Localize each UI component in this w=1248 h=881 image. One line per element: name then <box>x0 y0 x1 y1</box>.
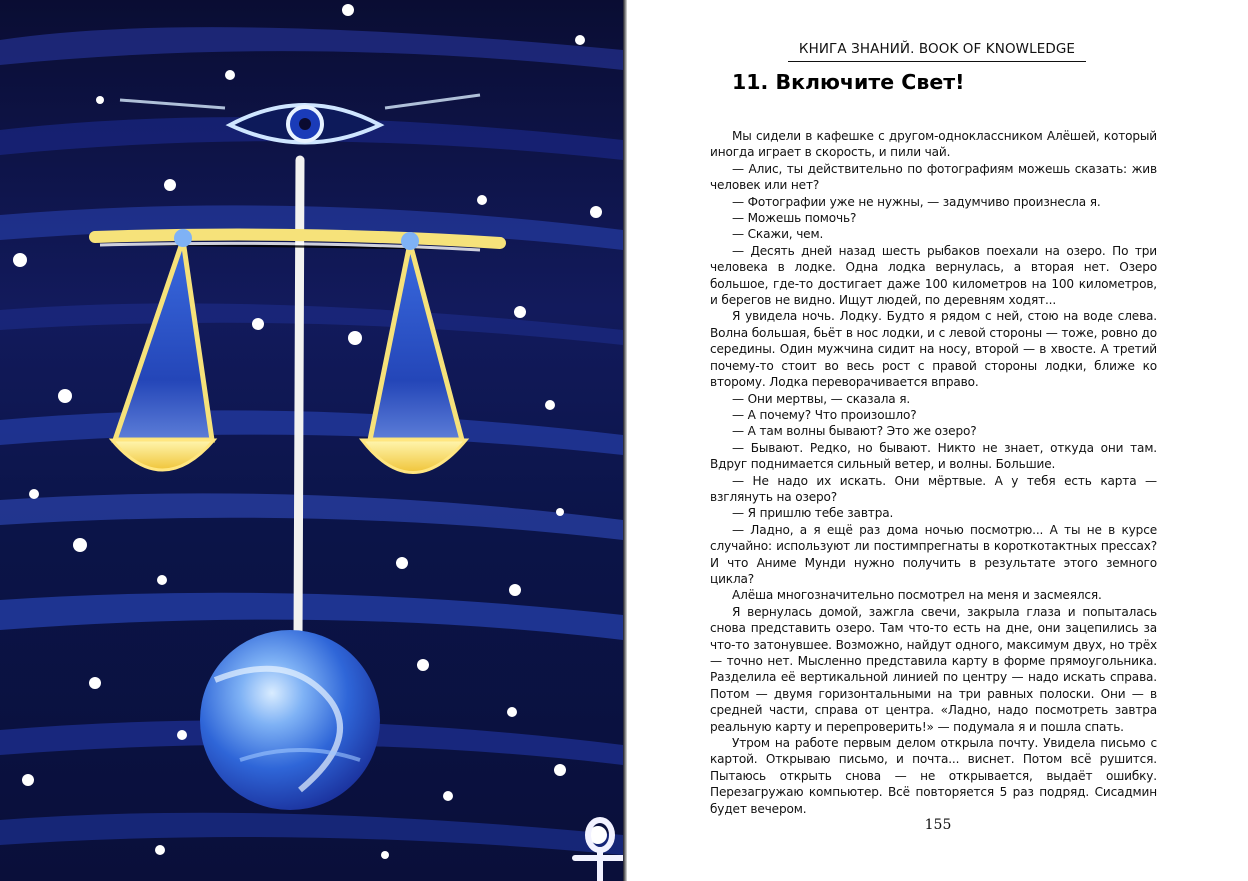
paragraph: Алёша многозначительно посмотрел на меня и засмеялся. <box>732 588 1102 603</box>
paragraph: — Фотографии уже не нужны, — задумчиво произнесла я. <box>732 194 1101 209</box>
running-head: КНИГА ЗНАНИЙ. BOOK OF KNOWLEDGE <box>798 41 1076 57</box>
chapter-title: 11. Включите Свет! <box>732 70 965 94</box>
paragraph: — А почему? Что произошло? <box>732 407 917 422</box>
paragraph: — Алис, ты действительно по фотографиям можешь сказать: жив человек или нет? <box>710 161 1157 193</box>
running-head-rule <box>788 61 1086 62</box>
right-page-text <box>628 0 1248 881</box>
paragraph: — Бывают. Редко, но бывают. Никто не знает, откуда они там. Вдруг поднимается сильный ветер, и волны. Большие. <box>710 440 1157 472</box>
paragraph: — Десять дней назад шесть рыбаков поехали на озеро. По три человека в лодке. Одна лодка вернулась, а вторая нет. Озеро большое, где-то достигает даже 100 километров на 100 километров, и берегов не видно. Ищут людей, по деревням ходят... <box>710 243 1157 308</box>
paragraph: Я увидела ночь. Лодку. Будто я рядом с ней, стою на воде слева. Волна большая, бьёт в нос лодки, и с левой стороны — тоже, ровно до середины. Один мужчина сидит на носу, второй — в хвосте. А третий почему-то стоит во весь рост с правой стороны лодки, ближе ко второму. Лодка переворачивается вправо. <box>710 309 1157 390</box>
paragraph: — Можешь помочь? <box>732 211 857 226</box>
paragraph: — Не надо их искать. Они мёртвые. А у тебя есть карта — взглянуть на озеро? <box>710 473 1157 504</box>
globe <box>200 630 380 810</box>
paragraph: — Я пришлю тебе завтра. <box>732 506 894 521</box>
page-number: 155 <box>924 817 952 833</box>
paragraph: — Они мертвы, — сказала я. <box>732 391 911 406</box>
paragraph: Мы сидели в кафешке с другом-одноклассником Алёшей, который иногда играет в скорость, и пили чай. <box>710 129 1157 160</box>
paragraph: — А там волны бывают? Это же озеро? <box>732 424 977 439</box>
page-gutter <box>623 0 627 881</box>
left-page-illustration <box>0 0 623 881</box>
paragraph: — Ладно, а я ещё раз дома ночью посмотрю... А ты не в курсе случайно: используют ли постимпрегнаты в короткотактных прессах? И что Аниме Мунди нужно получить в результате этого земного цикла? <box>710 522 1157 586</box>
paragraph: — Скажи, чем. <box>732 227 824 242</box>
libra-scales-painting <box>0 0 623 881</box>
body-text <box>710 128 1157 817</box>
paragraph: Я вернулась домой, зажгла свечи, закрыла глаза и попыталась снова представить озеро. Там что-то есть на дне, они зацепились за что-то затонувшее. Возможно, найдут одного, максимум двух, но трёх — точно нет. Мысленно представила карту в форме прямоугольника. Разделила её вертикальной линией по центру — надо искать справа. Потом — двумя горизонтальными на три равных полоски. Они — в средней части, справа от центра. «Ладно, надо посмотреть завтра реальную карту и перепроверить!» — подумала я и пошла спать. <box>710 604 1157 734</box>
paragraph: Утром на работе первым делом открыла почту. Увидела письмо с картой. Открываю письмо, и почта... виснет. Потом всё рушится. Пытаюсь открыть снова — не открывается, выдаёт ошибку. Перезагружаю компьютер. Всё повторяется 5 раз подряд. Сисадмин будет вечером. <box>710 736 1157 816</box>
